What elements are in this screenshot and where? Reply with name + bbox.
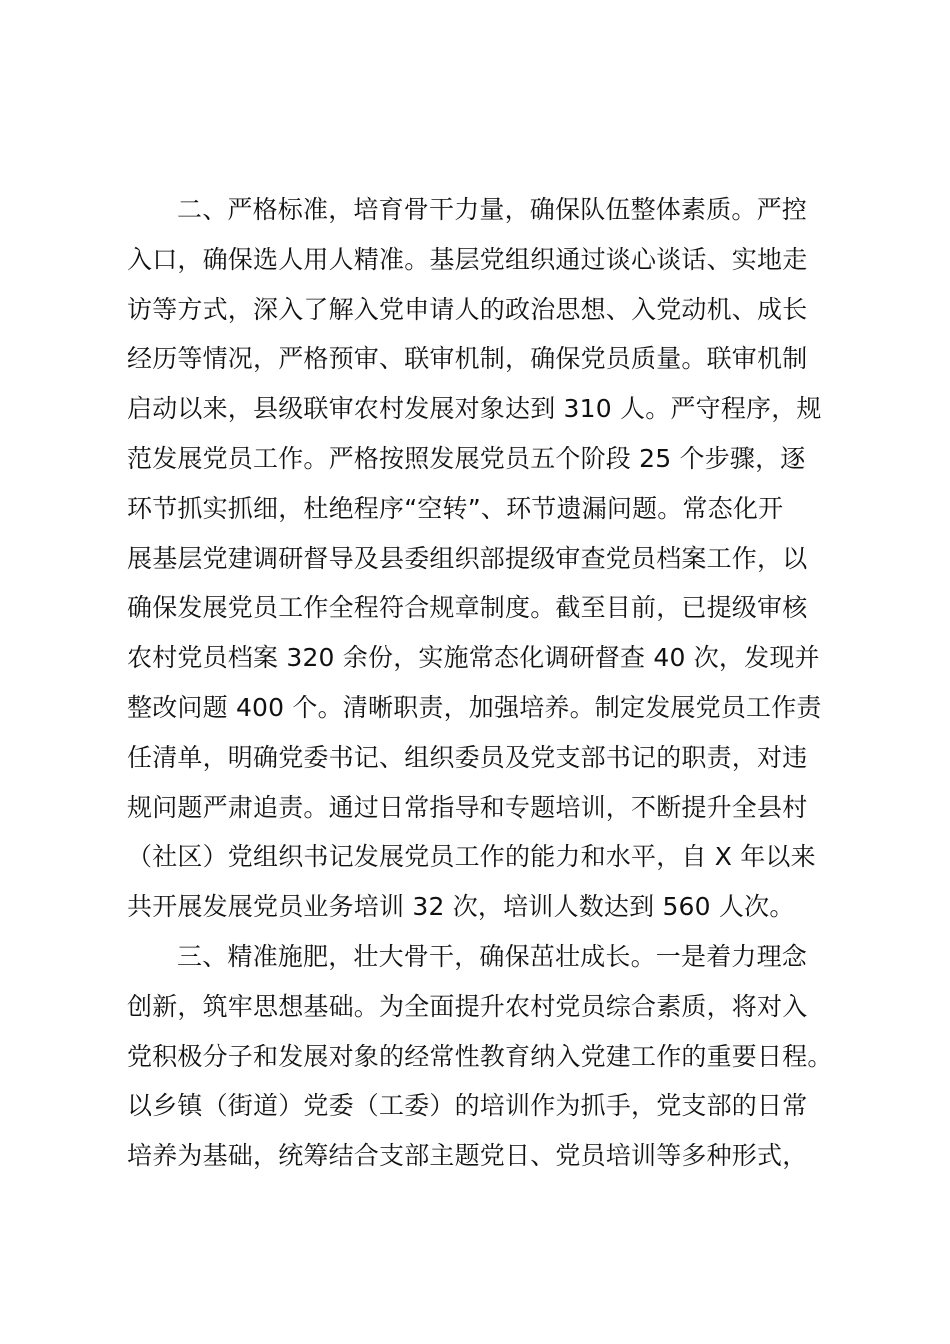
paragraph-2-line-6: 范发展党员工作。严格按照发展党员五个阶段 25 个步骤，逐: [127, 443, 806, 473]
paragraph-2-line-3: 访等方式，深入了解入党申请人的政治思想、入党动机、成长: [127, 294, 808, 324]
paragraph-2-line-2: 入口，确保选人用人精准。基层党组织通过谈心谈话、实地走: [127, 244, 808, 274]
paragraph-2-line-10: 农村党员档案 320 余份，实施常态化调研督查 40 次，发现并: [127, 643, 820, 673]
paragraph-2-line-15: 共开展发展党员业务培训 32 次，培训人数达到 560 人次。: [127, 892, 795, 922]
paragraph-2-line-11: 整改问题 400 个。清晰职责，加强培养。制定发展党员工作责: [127, 692, 822, 722]
paragraph-3-line-4: 以乡镇（街道）党委（工委）的培训作为抓手，党支部的日常: [127, 1091, 808, 1121]
paragraph-3-line-3: 党积极分子和发展对象的经常性教育纳入党建工作的重要日程。: [127, 1041, 833, 1071]
paragraph-2-line-14: （社区）党组织书记发展党员工作的能力和水平，自 X 年以来: [127, 842, 816, 872]
paragraph-2-line-7: 环节抓实抓细，杜绝程序“空转”、环节遗漏问题。常态化开: [127, 493, 784, 523]
paragraph-2-line-9: 确保发展党员工作全程符合规章制度。截至目前，已提级审核: [127, 593, 808, 623]
paragraph-2-line-8: 展基层党建调研督导及县委组织部提级审查党员档案工作，以: [127, 543, 808, 573]
paragraph-2-line-5: 启动以来，县级联审农村发展对象达到 310 人。严守程序，规: [127, 394, 822, 424]
document-body: [127, 185, 835, 1181]
paragraph-2-line-13: 规问题严肃追责。通过日常指导和专题培训，不断提升全县村: [127, 792, 808, 822]
paragraph-2-line-12: 任清单，明确党委书记、组织委员及党支部书记的职责，对违: [127, 742, 808, 772]
paragraph-2-line-1: 二、严格标准，培育骨干力量，确保队伍整体素质。严控: [177, 195, 808, 224]
paragraph-3-line-5: 培养为基础，统筹结合支部主题党日、党员培训等多种形式，: [127, 1141, 808, 1171]
paragraph-2-line-4: 经历等情况，严格预审、联审机制，确保党员质量。联审机制: [127, 344, 808, 374]
paragraph-3-line-1: 三、精准施肥，壮大骨干，确保茁壮成长。一是着力理念: [177, 941, 808, 971]
paragraph-3-line-2: 创新，筑牢思想基础。为全面提升农村党员综合素质，将对入: [127, 991, 808, 1021]
